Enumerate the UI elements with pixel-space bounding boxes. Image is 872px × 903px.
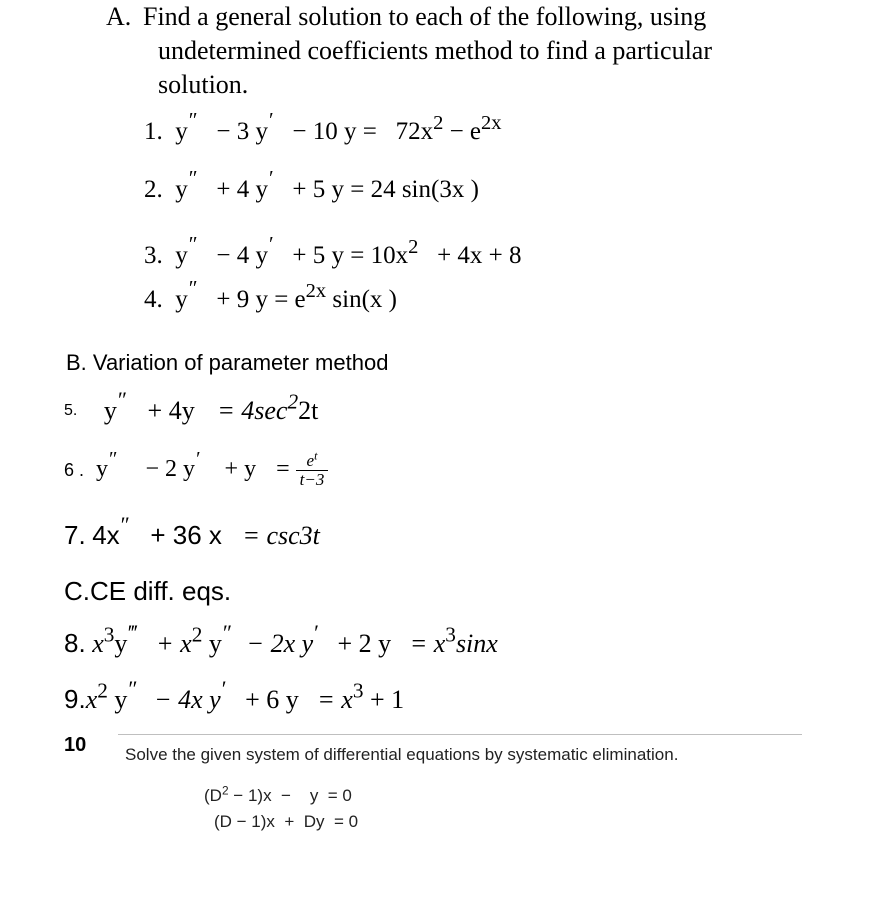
problem-9: $9.x^2$ y″ − 4x y′ + 6 $y = x^3 + 1$ xyxy=(64,675,405,714)
divider-line xyxy=(118,734,802,735)
system-equation-1: $(D^2 - 1)x$ − y = 0 xyxy=(204,783,352,805)
problem-1: 1. y″ − 3 y′ − 10 y = $72x^2 - e^{2x}$ xyxy=(144,108,502,145)
section-a-label: A. xyxy=(106,2,132,31)
problem-5: 5. $y'' + 4y = 4\sec^22t$ xyxy=(64,386,319,425)
section-c-title: C.CE diff. eqs. xyxy=(64,576,232,606)
section-a-line-2: undetermined coefficients method to find a particular xyxy=(158,36,712,65)
problem-10-prompt: Solve the given system of differential equations by systematic elimination. xyxy=(125,745,679,764)
section-a-line-1: Find a general solution to each of the following, using xyxy=(143,2,707,31)
problem-10-number: 10 xyxy=(64,734,87,756)
problem-6: 6 . y″ − 2 y′ + y = $\frac{e^t}{t-3}$ xyxy=(64,452,328,489)
problem-8: 8. $x^3y‴ + x^2$ y″ − 2x y′ + 2 $y = x^3\sin x$ xyxy=(64,619,498,658)
problem-2: 2. y″ + 4 y′ + 5 y = 24 sin(3x ) xyxy=(144,166,479,203)
system-equation-2: (D − 1)x + Dy = 0 xyxy=(214,812,359,831)
problem-6-fraction: $\frac{e^t}{t-3}$ xyxy=(296,452,329,489)
section-a-line-3: solution. xyxy=(158,70,249,99)
problem-7: 7. 4x″ + 36 x = csc3t xyxy=(64,511,320,550)
problem-3: 3. y″ − 4 y′ + 5 $y = 10x^2$ + 4x + 8 xyxy=(144,232,522,269)
problem-4: 4. y″ + 9 $y = e^{2x}$ sin(x ) xyxy=(144,276,397,313)
section-b-title: B. Variation of parameter method xyxy=(66,350,389,375)
